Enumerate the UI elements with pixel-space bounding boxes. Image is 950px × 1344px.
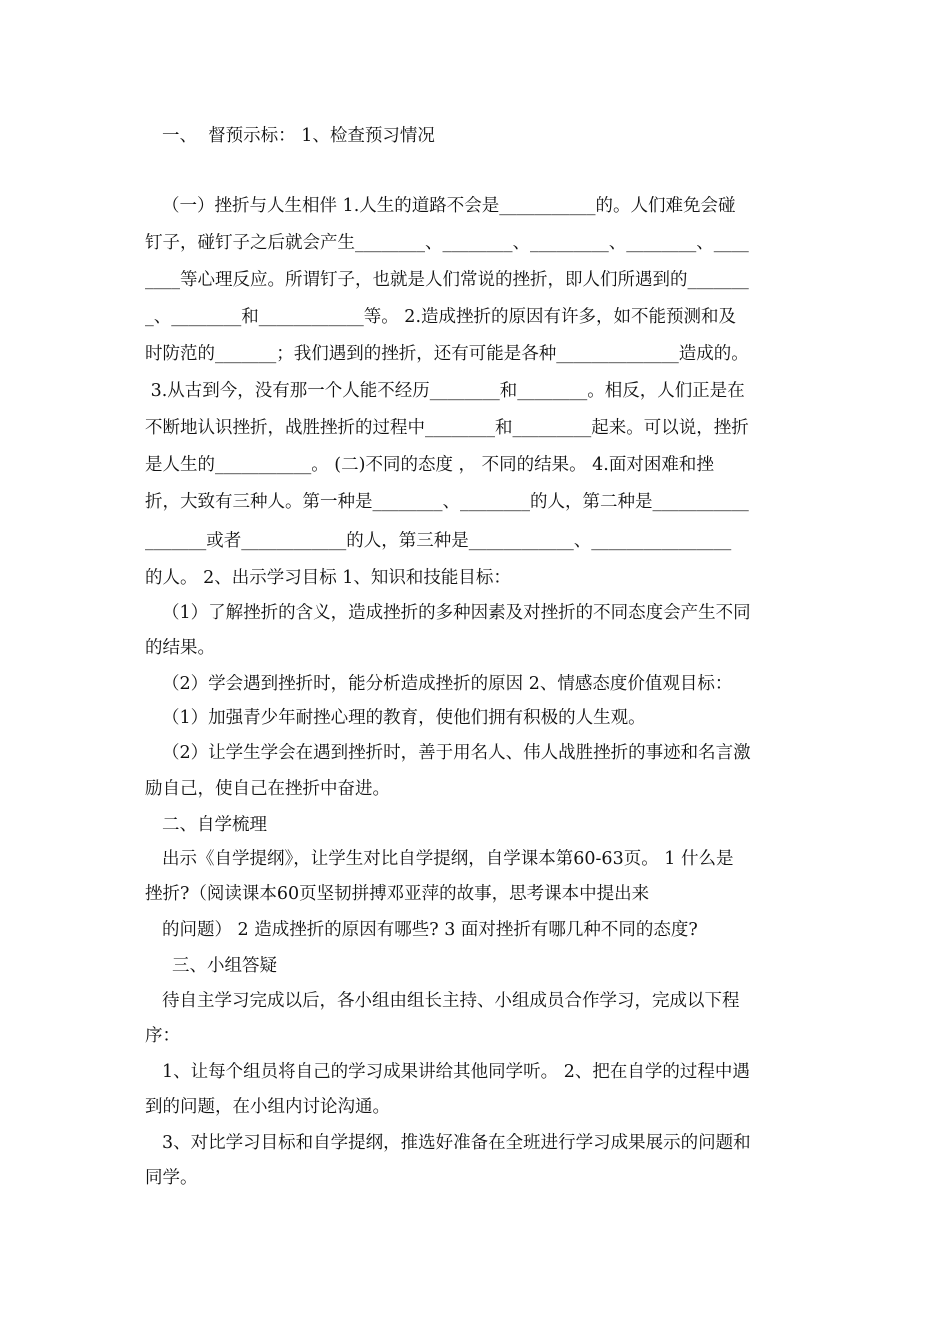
paragraph-line: 同学。 (145, 1168, 198, 1188)
section-heading-2: 二、自学梳理 (162, 815, 267, 835)
paragraph-line: 的问题） 2 造成挫折的原因有哪些? 3 面对挫折有哪几种不同的态度? (162, 920, 698, 940)
section-heading-1: 一、 督预示标： 1、检查预习情况 (162, 126, 435, 146)
objective-item: （2）学会遇到挫折时，能分析造成挫折的原因 2、情感态度价值观目标： (162, 674, 733, 694)
paragraph-line: 1、让每个组员将自己的学习成果讲给其他同学听。 2、把在自学的过程中遇 (162, 1062, 750, 1082)
paragraph-line: 时防范的_______；我们遇到的挫折，还有可能是各种______________造成的。 (145, 344, 749, 364)
objective-item: （1）加强青少年耐挫心理的教育，使他们拥有积极的人生观。 (162, 708, 646, 728)
paragraph-line: 不断地认识挫折，战胜挫折的过程中________和_________起来。可以说，挫折 (145, 418, 749, 438)
paragraph-line: 钉子，碰钉子之后就会产生________、________、_________、________、____ (145, 233, 749, 253)
paragraph-line: 的人。 2、出示学习目标 1、知识和技能目标： (145, 568, 511, 588)
paragraph-line: _、________和____________等。 2.造成挫折的原因有许多，如不能预测和及 (145, 307, 737, 327)
objective-item: （2）让学生学会在遇到挫折时，善于用名人、伟人战胜挫折的事迹和名言激 (162, 743, 751, 763)
paragraph-line: 3.从古到今，没有那一个人能不经历________和________。相反，人们正是在 (145, 381, 745, 401)
paragraph-line: 挫折?（阅读课本60页坚韧拼搏邓亚萍的故事，思考课本中提出来 (145, 884, 650, 904)
paragraph-line: 出示《自学提纲》，让学生对比自学提纲，自学课本第60-63页。 1 什么是 (162, 849, 734, 869)
paragraph-line: 折，大致有三种人。第一种是________、________的人，第二种是___________ (145, 492, 749, 512)
paragraph-line: _______或者____________的人，第三种是____________、________________ (145, 531, 732, 551)
paragraph-line: 序： (145, 1026, 180, 1046)
paragraph-line: 的结果。 (145, 638, 215, 658)
paragraph-line: 待自主学习完成以后，各小组由组长主持、小组成员合作学习，完成以下程 (162, 991, 740, 1011)
paragraph-line: 3、对比学习目标和自学提纲，推选好准备在全班进行学习成果展示的问题和 (162, 1133, 751, 1153)
paragraph-line: ____等心理反应。所谓钉子，也就是人们常说的挫折，即人们所遇到的_______ (145, 270, 749, 290)
objective-item: （1）了解挫折的含义，造成挫折的多种因素及对挫折的不同态度会产生不同 (162, 603, 751, 623)
paragraph-line: （一）挫折与人生相伴 1.人生的道路不会是___________的。人们难免会碰 (162, 196, 736, 216)
paragraph-line: 是人生的___________。 (二)不同的态度 ， 不同的结果。 4.面对困难和挫 (145, 455, 714, 475)
paragraph-line: 励自己，使自己在挫折中奋进。 (145, 779, 390, 799)
paragraph-line: 到的问题，在小组内讨论沟通。 (145, 1097, 390, 1117)
section-heading-3: 三、小组答疑 (172, 956, 277, 976)
